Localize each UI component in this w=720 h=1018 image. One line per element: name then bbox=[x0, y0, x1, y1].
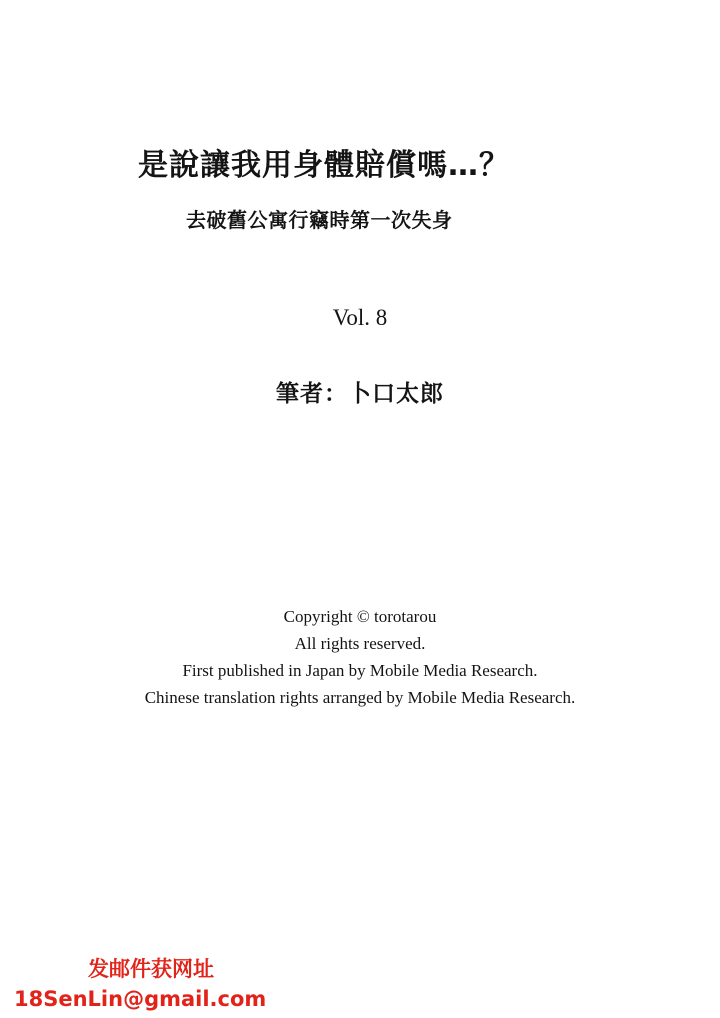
copyright-line: Chinese translation rights arranged by Mobile Media Research. bbox=[144, 688, 576, 707]
watermark-line-2: 18SenLin@gmail.com bbox=[14, 987, 267, 1011]
copyright-block bbox=[0, 603, 720, 711]
page-title: 是說讓我用身體賠償嗎…？ bbox=[138, 148, 510, 183]
watermark bbox=[14, 954, 266, 1014]
volume-label: Vol. 8 bbox=[332, 305, 388, 330]
watermark-line-1: 发邮件获网址 bbox=[88, 957, 214, 981]
copyright-line: Copyright © torotarou bbox=[283, 607, 437, 626]
copyright-line: First published in Japan by Mobile Media Research. bbox=[182, 661, 538, 680]
page-subtitle: 去破舊公寓行竊時第一次失身 bbox=[186, 208, 453, 232]
title-block bbox=[0, 148, 720, 232]
author-label: 筆者：卜口太郎 bbox=[276, 381, 444, 407]
copyright-line: All rights reserved. bbox=[294, 634, 426, 653]
